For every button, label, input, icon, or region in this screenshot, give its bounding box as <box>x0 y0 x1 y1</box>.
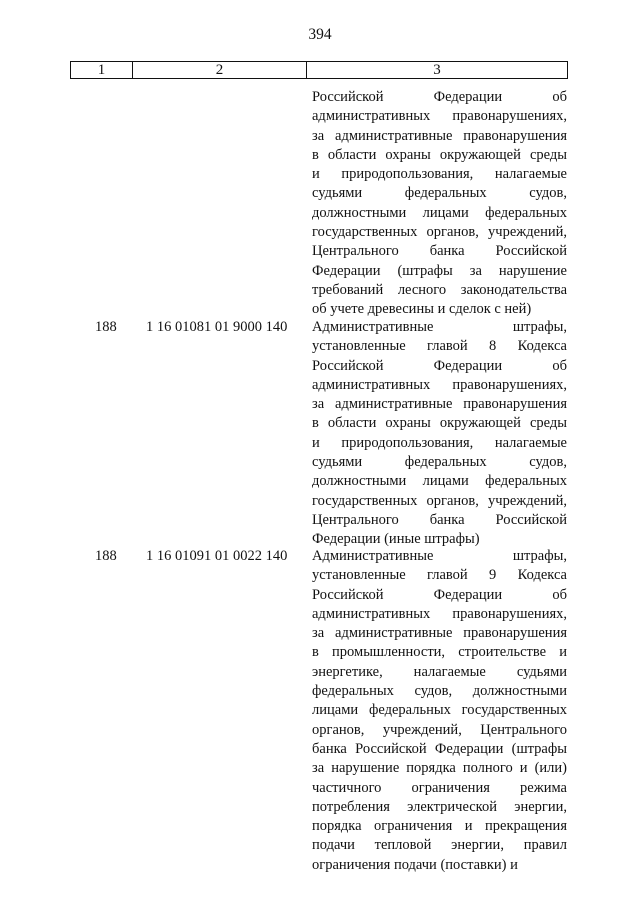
row-description <box>312 318 567 550</box>
row-description <box>312 547 567 875</box>
description-line: федеральных судов, должностными <box>312 683 567 700</box>
description-line: Административные штрафы, <box>312 319 567 335</box>
description-line: и природопользования, налагаемые <box>312 166 567 183</box>
description-line: лицами федеральных государственных <box>312 702 567 719</box>
description-line: органов, учреждений, Центрального <box>312 721 567 738</box>
description-line: в промышленности, строительстве и <box>312 644 567 661</box>
description-line: судьями федеральных судов, <box>312 454 567 471</box>
description-line: в области охраны окружающей среды <box>312 415 567 432</box>
description-line: об учете древесины и сделок с ней) <box>312 301 532 318</box>
header-col-3: 3 <box>433 62 441 78</box>
description-line: порядка ограничения и прекращения <box>312 818 567 835</box>
description-line: государственных органов, учреждений, <box>312 492 567 509</box>
description-line: потребления электрической энергии, <box>312 798 567 815</box>
description-line: судьями федеральных судов, <box>312 185 567 202</box>
description-line: энергетике, налагаемые судьями <box>312 663 567 680</box>
description-line: Российской Федерации об <box>312 586 567 603</box>
description-line: административных правонарушениях, <box>312 376 567 393</box>
description-line: и природопользования, налагаемые <box>312 434 567 451</box>
description-line: за административные правонарушения <box>312 396 567 413</box>
description-line: Административные штрафы, <box>312 548 567 564</box>
description-line: частичного ограничения режима <box>312 779 567 796</box>
revenue-code: 1 16 01091 01 0022 140 <box>146 548 288 564</box>
description-line: за административные правонарушения <box>312 625 567 642</box>
header-col-2: 2 <box>133 62 307 78</box>
description-line: Центрального банка Российской <box>312 511 567 528</box>
description-line: банка Российской Федерации (штрафы <box>312 740 567 757</box>
description-line: должностными лицами федеральных <box>312 204 567 221</box>
row-description <box>312 88 567 320</box>
table-header <box>70 61 568 79</box>
description-line: требований лесного законодательства <box>312 281 567 298</box>
description-line: Российской Федерации об <box>312 89 567 105</box>
header-col-1: 1 <box>71 62 133 78</box>
description-line: ограничения подачи (поставки) и <box>312 856 518 873</box>
description-line: за нарушение порядка полного и (или) <box>312 760 567 777</box>
description-line: Российской Федерации об <box>312 357 567 374</box>
description-line: административных правонарушениях, <box>312 108 567 125</box>
description-line: в области охраны окружающей среды <box>312 146 567 163</box>
description-line: государственных органов, учреждений, <box>312 224 567 241</box>
description-line: административных правонарушениях, <box>312 605 567 622</box>
admin-code: 188 <box>95 319 117 335</box>
description-line: установленные главой 8 Кодекса <box>312 338 567 355</box>
description-line: подачи тепловой энергии, правил <box>312 837 567 854</box>
admin-code: 188 <box>95 548 117 564</box>
description-line: Центрального банка Российской <box>312 243 567 260</box>
page-number: 394 <box>308 26 332 43</box>
revenue-code: 1 16 01081 01 9000 140 <box>146 319 288 335</box>
description-line: за административные правонарушения <box>312 127 567 144</box>
description-line: установленные главой 9 Кодекса <box>312 567 567 584</box>
description-line: Федерации (штрафы за нарушение <box>312 262 567 279</box>
description-line: должностными лицами федеральных <box>312 473 567 490</box>
description-line: Федерации (иные штрафы) <box>312 531 480 548</box>
